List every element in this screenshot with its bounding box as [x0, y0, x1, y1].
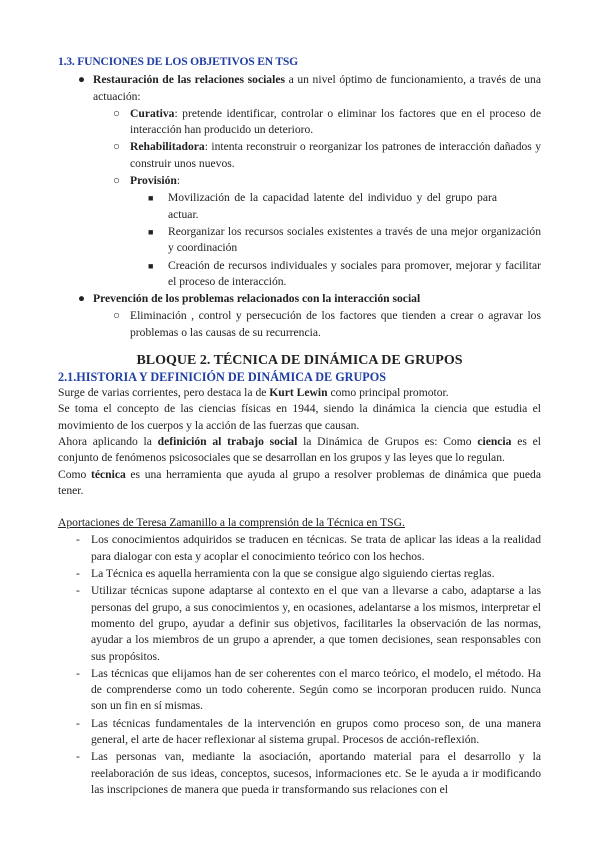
bold-term: Prevención de los problemas relacionados con la interacción social	[93, 292, 421, 306]
square-marker: ■	[148, 193, 154, 204]
dash-marker: -	[76, 567, 80, 581]
bold-term: Curativa	[130, 106, 175, 120]
circle-marker: ○	[113, 174, 121, 188]
text-run: es una herramienta que ayuda al grupo a resolver problemas de dinámica que pueda tener.	[58, 467, 542, 497]
provision-text: Reorganizar los recursos sociales existentes a través de una mejor organización y coordinación	[168, 224, 541, 255]
text-run: Como	[58, 467, 91, 481]
bold-term: Kurt Lewin	[269, 386, 328, 400]
sub-bullet-eliminacion	[58, 308, 541, 341]
section-heading-2-1: 2.1.HISTORIA Y DEFINICIÓN DE DINÁMICA DE GRUPOS	[58, 370, 386, 385]
bullet-marker: ●	[78, 73, 86, 87]
bold-term: técnica	[91, 467, 126, 481]
bullet-marker: ●	[78, 292, 86, 306]
square-marker: ■	[148, 260, 154, 271]
provision-item	[58, 224, 541, 257]
provision-text: Creación de recursos individuales y sociales para promover, mejorar y facilitar el proceso de interacción.	[168, 258, 541, 288]
text-run: Surge de varias corrientes, pero destaca la de	[58, 386, 270, 400]
sub-bullet-text: : intenta reconstruir o reorganizar los patrones de interacción dañados y construir unos nuevos.	[130, 140, 541, 170]
sub-bullet-rehabilitadora	[58, 139, 541, 172]
paragraph	[58, 434, 541, 467]
sub-bullet-curativa	[58, 106, 541, 139]
list-item	[58, 566, 541, 582]
text-run: es el conjunto de fenómenos psicosociales que se desarrollan en los grupos y las leyes que lo regulan.	[58, 434, 541, 465]
sub-bullet-provision	[58, 173, 541, 189]
text-run: como principal promotor.	[327, 386, 449, 400]
paragraph	[58, 467, 541, 500]
text-run: la Dinámica de Grupos es: Como	[297, 434, 478, 448]
bold-term: Provisión	[130, 174, 177, 188]
provision-item	[58, 190, 541, 223]
paragraph	[58, 385, 541, 401]
list-item-text: Las personas van, mediante la asociación, aportando material para el desarrollo y la reelaboración de sus ideas, conceptos, sucesos, informaciones etc. Se le ayuda a ir modificando las inscripciones de manera que pueda ir transformando sus relaciones con el	[91, 750, 541, 796]
list-item	[58, 749, 541, 798]
circle-marker: ○	[113, 106, 121, 120]
bullet-prevencion	[58, 291, 541, 307]
dash-marker: -	[76, 716, 80, 730]
dash-marker: -	[76, 533, 80, 547]
paragraph: Se toma el concepto de las ciencias físicas en 1944, siendo la dinámica la ciencia que estudia el movimiento de los cuerpos y la acción de las fuerzas que causan.	[58, 402, 541, 432]
bullet-restauracion	[58, 72, 541, 105]
circle-marker: ○	[113, 309, 121, 323]
document-page	[58, 54, 541, 799]
list-item-text: Los conocimientos adquiridos se traducen en técnicas. Se trata de aplicar las ideas a la realidad para dialogar con esta y acoplar el conocimiento teórico con los hechos.	[91, 533, 541, 563]
list-item-text: Utilizar técnicas supone adaptarse al contexto en el que van a llevarse a cabo, adaptarse a las personas del grupo, a sus conocimientos y, en ocasiones, adelantarse a los mismos, interpretar el momento del grupo, ayudar a definir sus objetivos, facilitarles la observación de las normas, ayudar a los miembros de un grupo a aprender, a que tomen decisiones, sean responsables con sus propósitos.	[91, 584, 541, 663]
text-run: Ahora aplicando la	[58, 434, 158, 448]
sub-bullet-text: : pretende identificar, controlar o eliminar los factores que en el proceso de interacción han producido un deterioro.	[130, 106, 541, 137]
provision-text: Movilización de la capacidad latente del individuo y del grupo para actuar.	[168, 191, 497, 221]
bold-term: Restauración de las relaciones sociales	[93, 73, 285, 87]
bold-term: Rehabilitadora	[130, 140, 205, 154]
list-item-text: La Técnica es aquella herramienta con la que se consigue algo siguiendo ciertas reglas.	[91, 567, 495, 581]
bold-term: definición al trabajo social	[157, 434, 298, 448]
sub-bullet-text: :	[176, 174, 181, 188]
aportaciones-heading: Aportaciones de Teresa Zamanillo a la comprensión de la Técnica en TSG.	[58, 516, 405, 530]
bloque-title: BLOQUE 2. TÉCNICA DE DINÁMICA DE GRUPOS	[136, 353, 463, 369]
dash-marker: -	[76, 666, 80, 680]
list-item	[58, 716, 541, 749]
list-item	[58, 532, 541, 565]
list-item	[58, 583, 541, 664]
bullet-text: a un nivel óptimo de funcionamiento, a través de una actuación:	[93, 73, 541, 103]
list-item-text: Las técnicas que elijamos han de ser coherentes con el marco teórico, el modelo, el método. Ha de comprenderse como un todo coherente. Según como se incorporan producen ruido. Nunca son un fin en sí mismas.	[91, 666, 541, 713]
dash-marker: -	[76, 750, 80, 764]
section-heading-1-3: 1.3. FUNCIONES DE LOS OBJETIVOS EN TSG	[58, 55, 298, 68]
dash-marker: -	[76, 584, 80, 598]
sub-bullet-text: Eliminación , control y persecución de los factores que tienden a crear o agravar los problemas o las causas de su recurrencia.	[130, 309, 541, 339]
square-marker: ■	[148, 226, 154, 237]
list-item	[58, 666, 541, 715]
bold-term: ciencia	[477, 434, 512, 448]
circle-marker: ○	[113, 140, 121, 154]
list-item-text: Las técnicas fundamentales de la intervención en grupos como proceso son, de una manera general, el arte de hacer reflexionar al sistema grupal. Procesos de acción-reflexión.	[91, 716, 541, 746]
provision-item	[58, 258, 541, 291]
